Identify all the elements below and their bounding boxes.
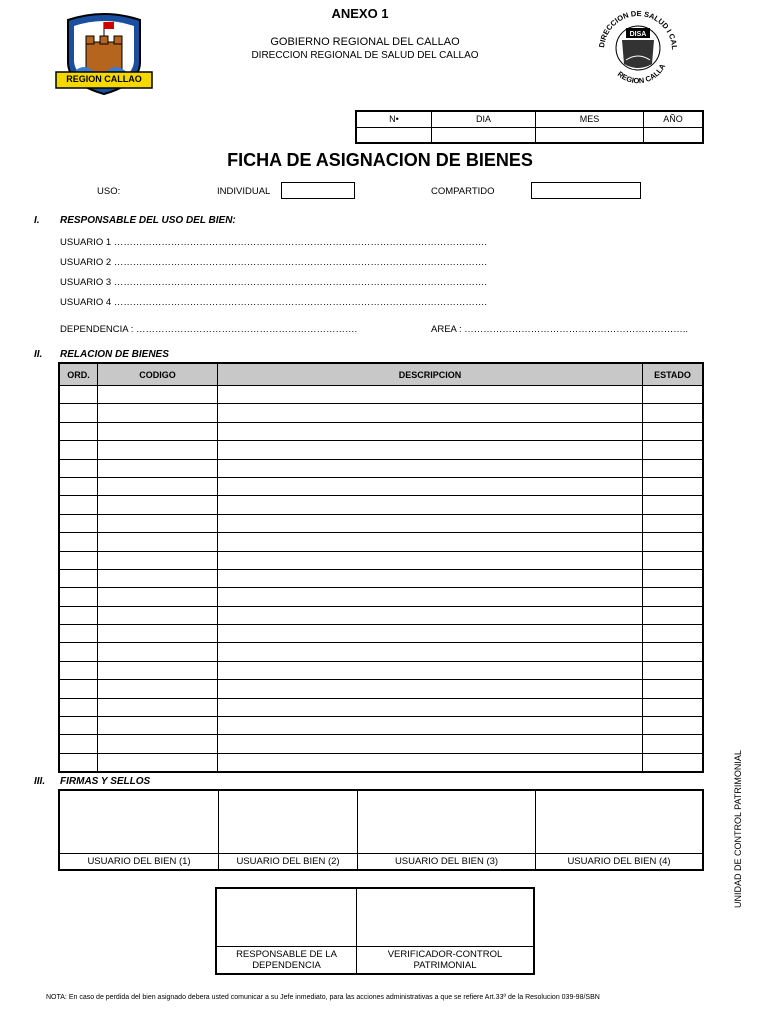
descripcion-cell[interactable]: [218, 661, 643, 679]
estado-cell[interactable]: [643, 533, 704, 551]
table-row: [59, 606, 703, 624]
col-estado: ESTADO: [643, 363, 704, 386]
codigo-cell[interactable]: [98, 753, 218, 772]
ord-cell[interactable]: [59, 661, 98, 679]
estado-cell[interactable]: [643, 514, 704, 532]
estado-cell[interactable]: [643, 753, 704, 772]
table-row: [59, 404, 703, 422]
verificador-area[interactable]: [357, 888, 535, 947]
descripcion-cell[interactable]: [218, 717, 643, 735]
descripcion-cell[interactable]: [218, 606, 643, 624]
section3-number: III.: [34, 776, 46, 787]
firma-3-area[interactable]: [358, 790, 536, 854]
col-ord: ORD.: [59, 363, 98, 386]
table-row: [59, 643, 703, 661]
estado-cell[interactable]: [643, 735, 704, 753]
col-anio: AÑO: [644, 111, 704, 127]
codigo-cell[interactable]: [98, 551, 218, 569]
table-row: [59, 569, 703, 587]
anexo-title: ANEXO 1: [331, 6, 389, 21]
descripcion-cell[interactable]: [218, 588, 643, 606]
firma-2-area[interactable]: [219, 790, 358, 854]
descripcion-cell[interactable]: [218, 569, 643, 587]
estado-cell[interactable]: [643, 422, 704, 440]
descripcion-cell[interactable]: [218, 514, 643, 532]
codigo-cell[interactable]: [98, 698, 218, 716]
region-callao-logo: [54, 12, 154, 96]
individual-box[interactable]: [281, 182, 355, 199]
descripcion-cell[interactable]: [218, 477, 643, 495]
firma-1-area[interactable]: [59, 790, 219, 854]
svg-text:DIRECCION DE SALUD I CALLAO: DIRECCION DE SALUD I CAL: [597, 8, 680, 51]
ord-cell[interactable]: [59, 717, 98, 735]
col-descripcion: DESCRIPCION: [218, 363, 643, 386]
table-row: [59, 753, 703, 772]
ord-cell[interactable]: [59, 551, 98, 569]
descripcion-cell[interactable]: [218, 625, 643, 643]
codigo-cell[interactable]: [98, 477, 218, 495]
section3-title: FIRMAS Y SELLOS: [60, 776, 151, 787]
ord-cell[interactable]: [59, 386, 98, 404]
estado-cell[interactable]: [643, 404, 704, 422]
descripcion-cell[interactable]: [218, 459, 643, 477]
responsable-area[interactable]: [216, 888, 357, 947]
descripcion-cell[interactable]: [218, 643, 643, 661]
ord-cell[interactable]: [59, 588, 98, 606]
usuario-4-line[interactable]: USUARIO 4 ……………………………………………………………………………………………………….: [60, 297, 487, 308]
area-line[interactable]: AREA : ……………………………………………………………..: [431, 324, 689, 335]
estado-cell[interactable]: [643, 477, 704, 495]
estado-cell[interactable]: [643, 698, 704, 716]
anio-cell[interactable]: [644, 127, 704, 143]
codigo-cell[interactable]: [98, 386, 218, 404]
col-mes: MES: [536, 111, 644, 127]
codigo-cell[interactable]: [98, 496, 218, 514]
table-row: [59, 717, 703, 735]
ord-cell[interactable]: [59, 625, 98, 643]
usuario-1-line[interactable]: USUARIO 1 ……………………………………………………………………………………………………….: [60, 237, 487, 248]
ord-cell[interactable]: [59, 459, 98, 477]
ord-cell[interactable]: [59, 643, 98, 661]
estado-cell[interactable]: [643, 625, 704, 643]
ord-cell[interactable]: [59, 606, 98, 624]
col-codigo: CODIGO: [98, 363, 218, 386]
ord-cell[interactable]: [59, 477, 98, 495]
codigo-cell[interactable]: [98, 422, 218, 440]
ord-cell[interactable]: [59, 753, 98, 772]
date-table: [355, 110, 704, 144]
individual-label: INDIVIDUAL: [217, 186, 271, 197]
descripcion-cell[interactable]: [218, 422, 643, 440]
descripcion-cell[interactable]: [218, 698, 643, 716]
descripcion-cell[interactable]: [218, 680, 643, 698]
estado-cell[interactable]: [643, 569, 704, 587]
mes-cell[interactable]: [536, 127, 644, 143]
estado-cell[interactable]: [643, 386, 704, 404]
estado-cell[interactable]: [643, 459, 704, 477]
estado-cell[interactable]: [643, 643, 704, 661]
ord-cell[interactable]: [59, 680, 98, 698]
bienes-table: [58, 362, 704, 773]
table-row: [59, 698, 703, 716]
disa-callao-seal: [590, 6, 686, 90]
table-row: [59, 441, 703, 459]
nota-text: NOTA: En caso de perdida del bien asignado debera usted comunicar a su Jefe inmediato, para las acciones administrativas a que se refiere Art.33º de la Resolucion 039-98/SBN: [46, 994, 600, 1001]
estado-cell[interactable]: [643, 588, 704, 606]
verificador-label: VERIFICADOR-CONTROL PATRIMONIAL: [357, 947, 535, 975]
codigo-cell[interactable]: [98, 588, 218, 606]
col-dia: DIA: [432, 111, 536, 127]
ord-cell[interactable]: [59, 698, 98, 716]
firma-4-area[interactable]: [536, 790, 704, 854]
svg-text:DISA: DISA: [629, 31, 647, 38]
ord-cell[interactable]: [59, 569, 98, 587]
logo-left-text: REGION CALLAO: [66, 74, 142, 84]
table-row: [59, 680, 703, 698]
descripcion-cell[interactable]: [218, 753, 643, 772]
codigo-cell[interactable]: [98, 606, 218, 624]
table-row: [59, 533, 703, 551]
estado-cell[interactable]: [643, 551, 704, 569]
descripcion-cell[interactable]: [218, 496, 643, 514]
ord-cell[interactable]: [59, 496, 98, 514]
section1-title: RESPONSABLE DEL USO DEL BIEN:: [60, 215, 236, 226]
gobierno-title: GOBIERNO REGIONAL DEL CALLAO: [270, 36, 460, 48]
descripcion-cell[interactable]: [218, 533, 643, 551]
codigo-cell[interactable]: [98, 680, 218, 698]
col-numero: N•: [356, 111, 432, 127]
codigo-cell[interactable]: [98, 441, 218, 459]
section2-number: II.: [34, 349, 43, 360]
section1-number: I.: [34, 215, 40, 226]
table-row: [59, 386, 703, 404]
codigo-cell[interactable]: [98, 735, 218, 753]
estado-cell[interactable]: [643, 661, 704, 679]
table-row: [59, 459, 703, 477]
descripcion-cell[interactable]: [218, 551, 643, 569]
dependencia-line[interactable]: DEPENDENCIA : …………………………………………………………….: [60, 324, 358, 335]
codigo-cell[interactable]: [98, 717, 218, 735]
codigo-cell[interactable]: [98, 533, 218, 551]
dia-cell[interactable]: [432, 127, 536, 143]
uso-label: USO:: [97, 186, 121, 197]
ord-cell[interactable]: [59, 735, 98, 753]
table-row: [59, 625, 703, 643]
descripcion-cell[interactable]: [218, 404, 643, 422]
ord-cell[interactable]: [59, 533, 98, 551]
ord-cell[interactable]: [59, 404, 98, 422]
firmas-table: [58, 789, 704, 871]
estado-cell[interactable]: [643, 496, 704, 514]
descripcion-cell[interactable]: [218, 386, 643, 404]
estado-cell[interactable]: [643, 606, 704, 624]
codigo-cell[interactable]: [98, 661, 218, 679]
svg-text:REGION CALLAO: REGION CALLA: [615, 62, 668, 86]
table-row: [59, 661, 703, 679]
descripcion-cell[interactable]: [218, 735, 643, 753]
ord-cell[interactable]: [59, 441, 98, 459]
codigo-cell[interactable]: [98, 625, 218, 643]
table-row: [59, 588, 703, 606]
usuario-3-line[interactable]: USUARIO 3 ……………………………………………………………………………………………………….: [60, 277, 487, 288]
descripcion-cell[interactable]: [218, 441, 643, 459]
side-label-text: UNIDAD DE CONTROL PATRIMONIAL: [733, 750, 743, 908]
usuario-2-line[interactable]: USUARIO 2 ……………………………………………………………………………………………………….: [60, 257, 487, 268]
firma-1-label: USUARIO DEL BIEN (1): [59, 854, 219, 871]
table-row: [59, 514, 703, 532]
table-row: [59, 422, 703, 440]
firma-4-label: USUARIO DEL BIEN (4): [536, 854, 704, 871]
estado-cell[interactable]: [643, 441, 704, 459]
estado-cell[interactable]: [643, 680, 704, 698]
compartido-label: COMPARTIDO: [431, 186, 495, 197]
firma-2-label: USUARIO DEL BIEN (2): [219, 854, 358, 871]
compartido-box[interactable]: [531, 182, 641, 199]
codigo-cell[interactable]: [98, 404, 218, 422]
table-row: [59, 496, 703, 514]
ord-cell[interactable]: [59, 514, 98, 532]
codigo-cell[interactable]: [98, 569, 218, 587]
responsable-table: [215, 887, 535, 975]
estado-cell[interactable]: [643, 717, 704, 735]
table-row: [59, 735, 703, 753]
bienes-body: [59, 386, 703, 773]
table-row: [59, 551, 703, 569]
section2-title: RELACION DE BIENES: [60, 349, 169, 360]
firma-3-label: USUARIO DEL BIEN (3): [358, 854, 536, 871]
codigo-cell[interactable]: [98, 459, 218, 477]
direccion-title: DIRECCION REGIONAL DE SALUD DEL CALLAO: [251, 50, 479, 61]
codigo-cell[interactable]: [98, 514, 218, 532]
side-label: [733, 750, 747, 908]
table-row: [59, 477, 703, 495]
page-title: FICHA DE ASIGNACION DE BIENES: [227, 150, 533, 170]
numero-cell[interactable]: [356, 127, 432, 143]
ord-cell[interactable]: [59, 422, 98, 440]
responsable-label: RESPONSABLE DE LA DEPENDENCIA: [216, 947, 357, 975]
codigo-cell[interactable]: [98, 643, 218, 661]
